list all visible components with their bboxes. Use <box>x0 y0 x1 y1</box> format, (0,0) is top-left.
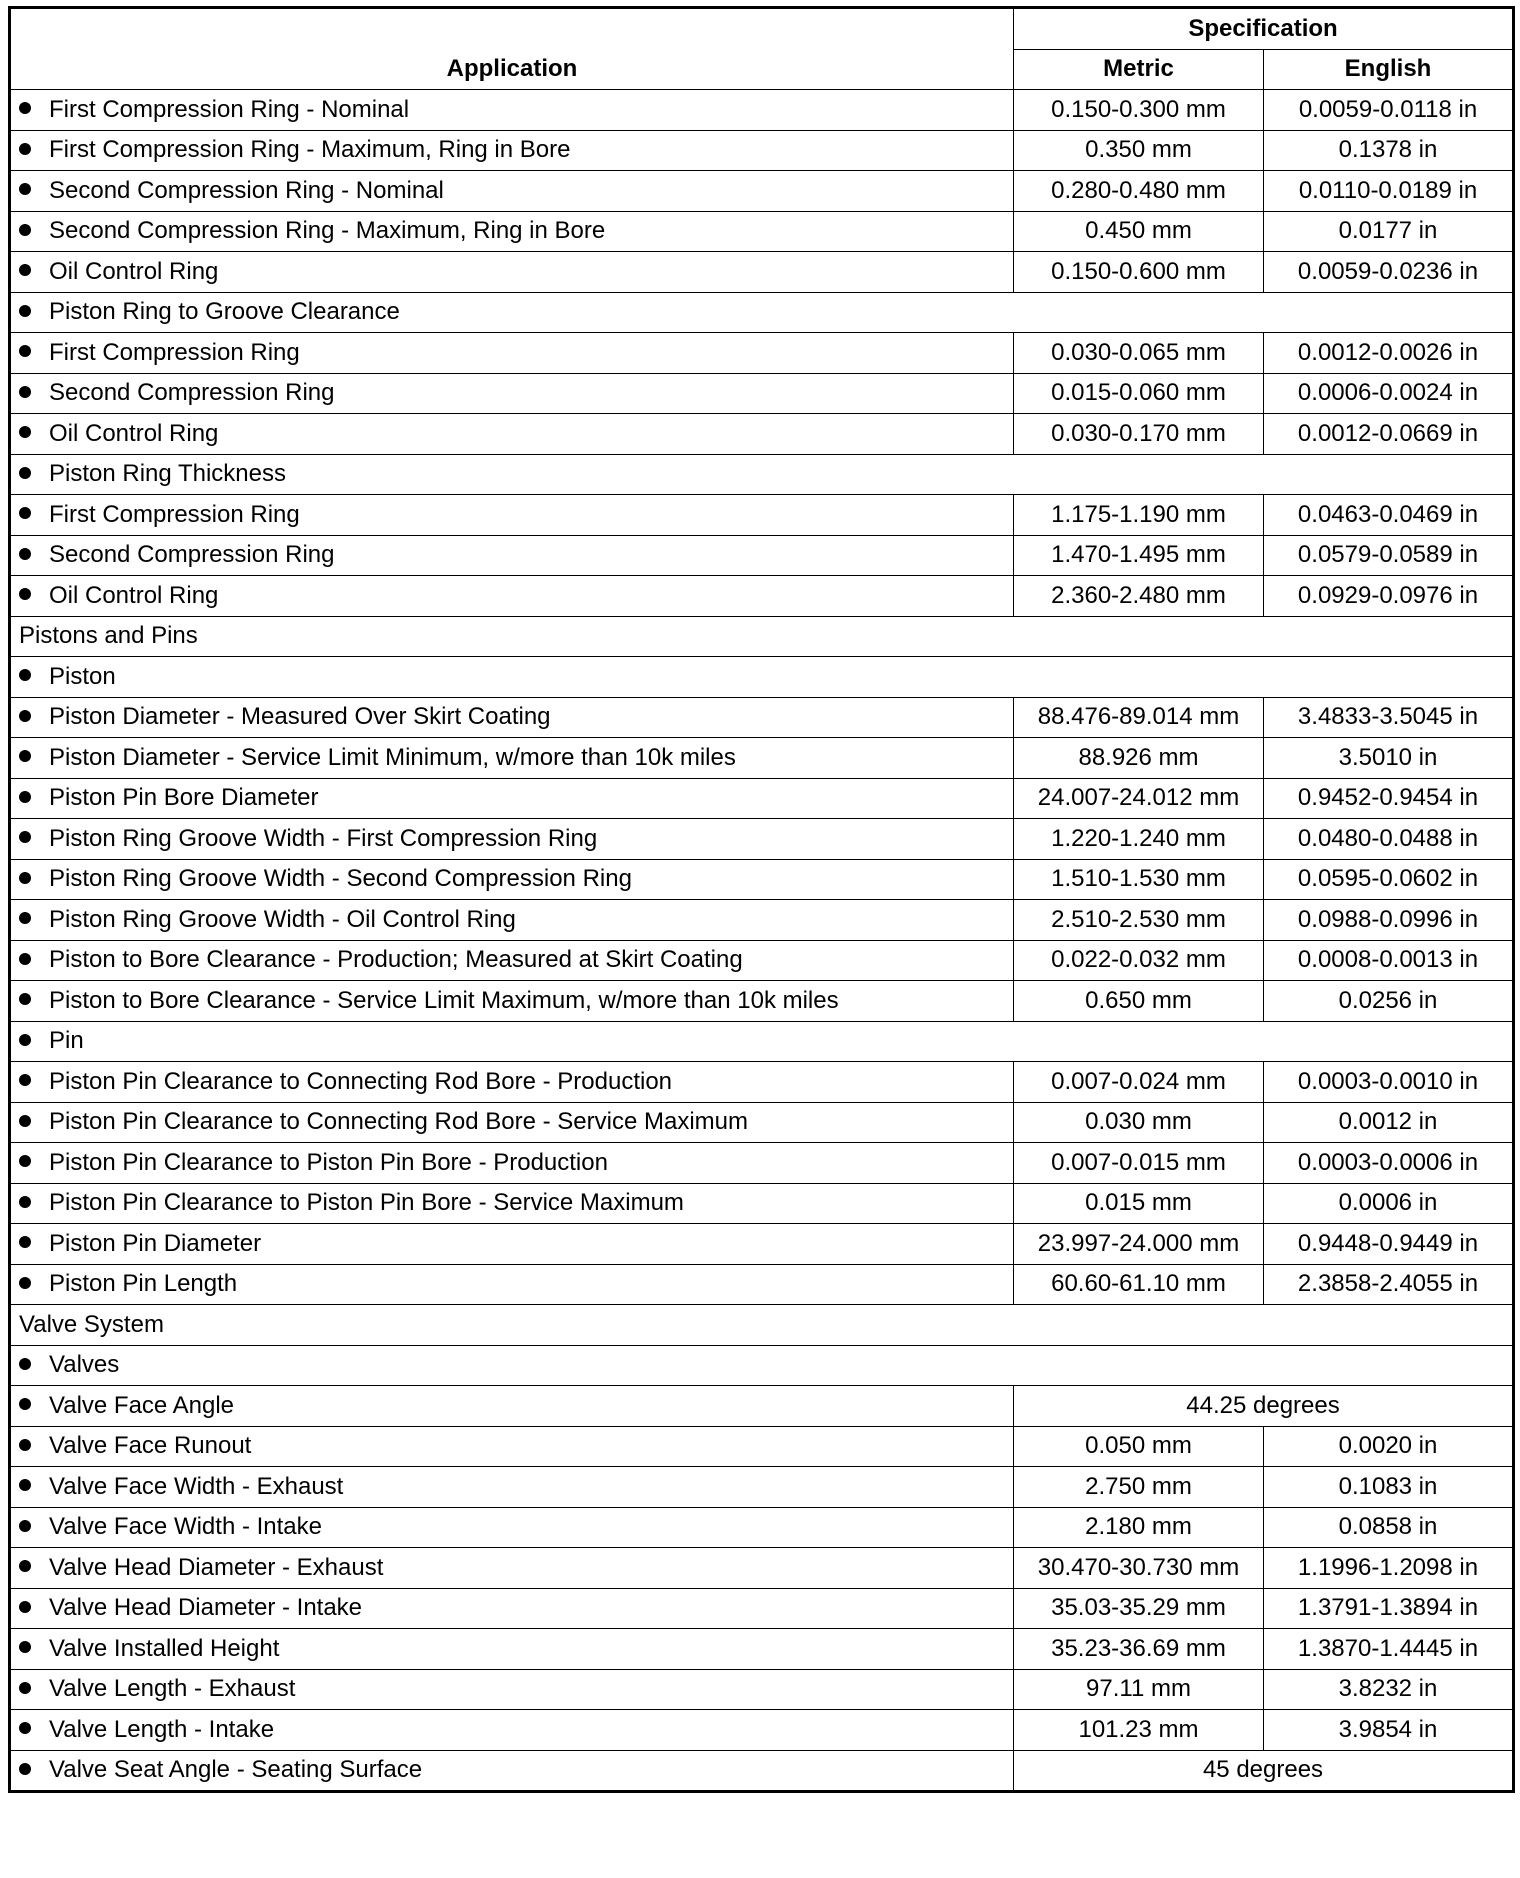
bullet-icon <box>19 224 31 236</box>
english-cell: 1.1996-1.2098 in <box>1264 1548 1514 1589</box>
application-label: Valve System <box>19 1310 164 1338</box>
metric-cell: 0.150-0.300 mm <box>1014 90 1264 131</box>
english-cell: 0.0012 in <box>1264 1102 1514 1143</box>
application-cell <box>10 1507 1014 1548</box>
metric-cell: 0.022-0.032 mm <box>1014 940 1264 981</box>
english-cell: 0.0008-0.0013 in <box>1264 940 1514 981</box>
table-row <box>10 1750 1514 1792</box>
table-row <box>10 1548 1514 1589</box>
application-cell <box>10 900 1014 941</box>
application-label: First Compression Ring <box>49 500 300 528</box>
bullet-icon <box>19 1763 31 1775</box>
metric-cell: 0.015 mm <box>1014 1183 1264 1224</box>
english-cell: 0.0012-0.0026 in <box>1264 333 1514 374</box>
metric-cell: 2.360-2.480 mm <box>1014 576 1264 617</box>
table-row <box>10 819 1514 860</box>
application-label: Piston Ring Groove Width - Second Compression Ring <box>49 865 632 893</box>
table-body <box>10 90 1514 1792</box>
application-cell <box>10 1548 1014 1589</box>
application-label: Piston Ring Groove Width - First Compression Ring <box>49 824 598 852</box>
application-label: First Compression Ring - Nominal <box>49 95 410 123</box>
english-cell: 0.0177 in <box>1264 211 1514 252</box>
application-label: Valve Length - Exhaust <box>49 1675 296 1703</box>
table-row <box>10 414 1514 455</box>
application-cell <box>10 1021 1514 1062</box>
table-row <box>10 940 1514 981</box>
bullet-icon <box>19 912 31 924</box>
application-cell <box>10 1588 1014 1629</box>
english-cell: 3.8232 in <box>1264 1669 1514 1710</box>
application-cell <box>10 1467 1014 1508</box>
english-cell: 0.0929-0.0976 in <box>1264 576 1514 617</box>
application-label: Valve Length - Intake <box>49 1715 275 1743</box>
bullet-icon <box>19 1277 31 1289</box>
english-cell: 0.0059-0.0236 in <box>1264 252 1514 293</box>
table-row <box>10 697 1514 738</box>
subheader-row <box>10 657 1514 698</box>
specification-table <box>8 6 1515 1793</box>
metric-cell: 88.476-89.014 mm <box>1014 697 1264 738</box>
application-label: Valve Face Width - Intake <box>49 1513 322 1541</box>
bullet-icon <box>19 1560 31 1572</box>
english-cell: 0.1083 in <box>1264 1467 1514 1508</box>
metric-cell: 30.470-30.730 mm <box>1014 1548 1264 1589</box>
bullet-icon <box>19 1358 31 1370</box>
application-cell <box>10 616 1514 657</box>
section-row <box>10 1305 1514 1346</box>
table-row <box>10 373 1514 414</box>
bullet-icon <box>19 872 31 884</box>
application-cell <box>10 1750 1014 1792</box>
application-cell <box>10 292 1514 333</box>
metric-cell: 0.030-0.065 mm <box>1014 333 1264 374</box>
english-cell: 0.0110-0.0189 in <box>1264 171 1514 212</box>
metric-cell: 0.030-0.170 mm <box>1014 414 1264 455</box>
table-row <box>10 1669 1514 1710</box>
bullet-icon <box>19 1155 31 1167</box>
bullet-icon <box>19 548 31 560</box>
bullet-icon <box>19 831 31 843</box>
table-row <box>10 211 1514 252</box>
english-cell: 3.9854 in <box>1264 1710 1514 1751</box>
table-row <box>10 859 1514 900</box>
subheader-row <box>10 1021 1514 1062</box>
application-label: Piston Pin Length <box>49 1270 238 1298</box>
metric-cell: 88.926 mm <box>1014 738 1264 779</box>
english-cell: 0.0256 in <box>1264 981 1514 1022</box>
bullet-icon <box>19 1520 31 1532</box>
application-cell <box>10 333 1014 374</box>
bullet-icon <box>19 669 31 681</box>
bullet-icon <box>19 1034 31 1046</box>
application-label: Piston Diameter - Service Limit Minimum, w/more than 10k miles <box>49 743 736 771</box>
bullet-icon <box>19 386 31 398</box>
english-cell: 0.0059-0.0118 in <box>1264 90 1514 131</box>
application-cell <box>10 171 1014 212</box>
application-cell <box>10 211 1014 252</box>
application-cell <box>10 657 1514 698</box>
english-cell: 2.3858-2.4055 in <box>1264 1264 1514 1305</box>
english-cell: 0.0579-0.0589 in <box>1264 535 1514 576</box>
bullet-icon <box>19 1398 31 1410</box>
metric-cell: 24.007-24.012 mm <box>1014 778 1264 819</box>
metric-cell: 35.03-35.29 mm <box>1014 1588 1264 1629</box>
table-row <box>10 1588 1514 1629</box>
metric-cell: 1.470-1.495 mm <box>1014 535 1264 576</box>
application-label: Pistons and Pins <box>19 622 198 650</box>
table-row <box>10 900 1514 941</box>
application-cell <box>10 1183 1014 1224</box>
application-label: Piston to Bore Clearance - Service Limit Maximum, w/more than 10k miles <box>49 986 839 1014</box>
application-cell <box>10 1386 1014 1427</box>
application-label: Oil Control Ring <box>49 419 219 447</box>
table-row <box>10 1467 1514 1508</box>
table-row <box>10 1507 1514 1548</box>
application-label: Piston to Bore Clearance - Production; Measured at Skirt Coating <box>49 946 743 974</box>
table-row <box>10 981 1514 1022</box>
application-label: Valve Face Runout <box>49 1432 252 1460</box>
bullet-icon <box>19 791 31 803</box>
application-label: Piston Pin Diameter <box>49 1229 262 1257</box>
application-cell <box>10 1264 1014 1305</box>
table-row <box>10 1224 1514 1265</box>
subheader-row <box>10 1345 1514 1386</box>
bullet-icon <box>19 1236 31 1248</box>
bullet-icon <box>19 102 31 114</box>
english-cell: 0.0020 in <box>1264 1426 1514 1467</box>
bullet-icon <box>19 710 31 722</box>
english-cell: 0.0003-0.0006 in <box>1264 1143 1514 1184</box>
metric-cell: 35.23-36.69 mm <box>1014 1629 1264 1670</box>
metric-cell: 0.050 mm <box>1014 1426 1264 1467</box>
metric-cell: 0.030 mm <box>1014 1102 1264 1143</box>
application-label: Piston Pin Clearance to Connecting Rod Bore - Service Maximum <box>49 1108 748 1136</box>
bullet-icon <box>19 1722 31 1734</box>
application-label: Second Compression Ring - Nominal <box>49 176 444 204</box>
metric-cell: 2.510-2.530 mm <box>1014 900 1264 941</box>
bullet-icon <box>19 305 31 317</box>
application-label: Oil Control Ring <box>49 257 219 285</box>
english-cell: 1.3791-1.3894 in <box>1264 1588 1514 1629</box>
application-cell <box>10 1669 1014 1710</box>
table-row <box>10 130 1514 171</box>
application-label: Piston Diameter - Measured Over Skirt Coating <box>49 703 551 731</box>
application-cell <box>10 576 1014 617</box>
application-cell <box>10 1305 1514 1346</box>
metric-cell: 0.350 mm <box>1014 130 1264 171</box>
table-row <box>10 90 1514 131</box>
english-header: English <box>1264 49 1514 90</box>
table-row <box>10 1264 1514 1305</box>
application-label: Valve Seat Angle - Seating Surface <box>49 1756 423 1784</box>
application-label: Piston Ring to Groove Clearance <box>49 298 400 326</box>
application-cell <box>10 1629 1014 1670</box>
table-header <box>10 8 1514 90</box>
bullet-icon <box>19 953 31 965</box>
subheader-row <box>10 292 1514 333</box>
application-cell <box>10 1062 1014 1103</box>
english-cell: 0.0012-0.0669 in <box>1264 414 1514 455</box>
application-cell <box>10 130 1014 171</box>
metric-cell: 60.60-61.10 mm <box>1014 1264 1264 1305</box>
bullet-icon <box>19 1601 31 1613</box>
application-cell <box>10 981 1014 1022</box>
application-cell <box>10 252 1014 293</box>
table-row <box>10 778 1514 819</box>
table-row <box>10 1062 1514 1103</box>
metric-cell: 2.750 mm <box>1014 1467 1264 1508</box>
table-row <box>10 495 1514 536</box>
application-cell <box>10 495 1014 536</box>
english-cell: 0.1378 in <box>1264 130 1514 171</box>
application-label: Valve Installed Height <box>49 1634 280 1662</box>
metric-cell: 0.280-0.480 mm <box>1014 171 1264 212</box>
bullet-icon <box>19 993 31 1005</box>
bullet-icon <box>19 588 31 600</box>
bullet-icon <box>19 426 31 438</box>
application-cell <box>10 535 1014 576</box>
metric-cell: 0.015-0.060 mm <box>1014 373 1264 414</box>
metric-cell: 0.007-0.015 mm <box>1014 1143 1264 1184</box>
application-label: Oil Control Ring <box>49 581 219 609</box>
table-row <box>10 1426 1514 1467</box>
application-label: Piston Pin Clearance to Piston Pin Bore - Production <box>49 1148 608 1176</box>
bullet-icon <box>19 1479 31 1491</box>
application-cell <box>10 778 1014 819</box>
table-row <box>10 171 1514 212</box>
application-label: Valve Face Angle <box>49 1391 235 1419</box>
application-label: Piston Ring Groove Width - Oil Control Ring <box>49 905 516 933</box>
english-cell: 3.4833-3.5045 in <box>1264 697 1514 738</box>
bullet-icon <box>19 1074 31 1086</box>
application-label: Valve Head Diameter - Exhaust <box>49 1553 384 1581</box>
metric-header: Metric <box>1014 49 1264 90</box>
combined-spec-cell: 44.25 degrees <box>1014 1386 1514 1427</box>
english-cell: 0.0988-0.0996 in <box>1264 900 1514 941</box>
application-cell <box>10 454 1514 495</box>
bullet-icon <box>19 507 31 519</box>
metric-cell: 0.150-0.600 mm <box>1014 252 1264 293</box>
table-row <box>10 576 1514 617</box>
application-cell <box>10 1224 1014 1265</box>
bullet-icon <box>19 143 31 155</box>
application-cell <box>10 1710 1014 1751</box>
application-label: Pin <box>49 1027 84 1055</box>
table-row <box>10 252 1514 293</box>
english-cell: 0.0595-0.0602 in <box>1264 859 1514 900</box>
application-label: Piston Pin Bore Diameter <box>49 784 319 812</box>
application-label: Valve Face Width - Exhaust <box>49 1472 344 1500</box>
application-label: First Compression Ring <box>49 338 300 366</box>
application-cell <box>10 738 1014 779</box>
application-label: Piston Pin Clearance to Piston Pin Bore - Service Maximum <box>49 1189 684 1217</box>
application-header: Application <box>10 8 1014 90</box>
section-row <box>10 616 1514 657</box>
bullet-icon <box>19 345 31 357</box>
table-row <box>10 1629 1514 1670</box>
application-cell <box>10 697 1014 738</box>
metric-cell: 23.997-24.000 mm <box>1014 1224 1264 1265</box>
specification-header: Specification <box>1014 8 1514 50</box>
bullet-icon <box>19 1196 31 1208</box>
bullet-icon <box>19 1115 31 1127</box>
application-label: First Compression Ring - Maximum, Ring in Bore <box>49 136 571 164</box>
bullet-icon <box>19 183 31 195</box>
application-label: Second Compression Ring <box>49 379 335 407</box>
application-label: Piston Ring Thickness <box>49 460 286 488</box>
bullet-icon <box>19 1641 31 1653</box>
english-cell: 0.0006-0.0024 in <box>1264 373 1514 414</box>
metric-cell: 2.180 mm <box>1014 1507 1264 1548</box>
table-row <box>10 1710 1514 1751</box>
metric-cell: 0.450 mm <box>1014 211 1264 252</box>
application-cell <box>10 1345 1514 1386</box>
application-cell <box>10 90 1014 131</box>
application-cell <box>10 414 1014 455</box>
metric-cell: 97.11 mm <box>1014 1669 1264 1710</box>
table-row <box>10 1386 1514 1427</box>
bullet-icon <box>19 1439 31 1451</box>
application-cell <box>10 1143 1014 1184</box>
application-label: Second Compression Ring <box>49 541 335 569</box>
application-label: Valves <box>49 1351 120 1379</box>
combined-spec-cell: 45 degrees <box>1014 1750 1514 1792</box>
table-row <box>10 333 1514 374</box>
english-cell: 0.0858 in <box>1264 1507 1514 1548</box>
application-cell <box>10 1102 1014 1143</box>
application-label: Piston Pin Clearance to Connecting Rod Bore - Production <box>49 1067 673 1095</box>
metric-cell: 1.220-1.240 mm <box>1014 819 1264 860</box>
application-cell <box>10 1426 1014 1467</box>
application-cell <box>10 819 1014 860</box>
english-cell: 0.0003-0.0010 in <box>1264 1062 1514 1103</box>
metric-cell: 1.510-1.530 mm <box>1014 859 1264 900</box>
bullet-icon <box>19 1682 31 1694</box>
english-cell: 0.9452-0.9454 in <box>1264 778 1514 819</box>
english-cell: 0.0480-0.0488 in <box>1264 819 1514 860</box>
english-cell: 3.5010 in <box>1264 738 1514 779</box>
metric-cell: 0.650 mm <box>1014 981 1264 1022</box>
metric-cell: 0.007-0.024 mm <box>1014 1062 1264 1103</box>
table-row <box>10 1143 1514 1184</box>
subheader-row <box>10 454 1514 495</box>
bullet-icon <box>19 750 31 762</box>
application-cell <box>10 373 1014 414</box>
metric-cell: 1.175-1.190 mm <box>1014 495 1264 536</box>
application-label: Valve Head Diameter - Intake <box>49 1594 363 1622</box>
table-row <box>10 1102 1514 1143</box>
bullet-icon <box>19 264 31 276</box>
application-cell <box>10 940 1014 981</box>
application-label: Piston <box>49 662 116 690</box>
bullet-icon <box>19 467 31 479</box>
table-row <box>10 535 1514 576</box>
english-cell: 0.9448-0.9449 in <box>1264 1224 1514 1265</box>
table-row <box>10 1183 1514 1224</box>
metric-cell: 101.23 mm <box>1014 1710 1264 1751</box>
english-cell: 0.0463-0.0469 in <box>1264 495 1514 536</box>
application-cell <box>10 859 1014 900</box>
english-cell: 1.3870-1.4445 in <box>1264 1629 1514 1670</box>
english-cell: 0.0006 in <box>1264 1183 1514 1224</box>
application-label: Second Compression Ring - Maximum, Ring in Bore <box>49 217 606 245</box>
table-row <box>10 738 1514 779</box>
